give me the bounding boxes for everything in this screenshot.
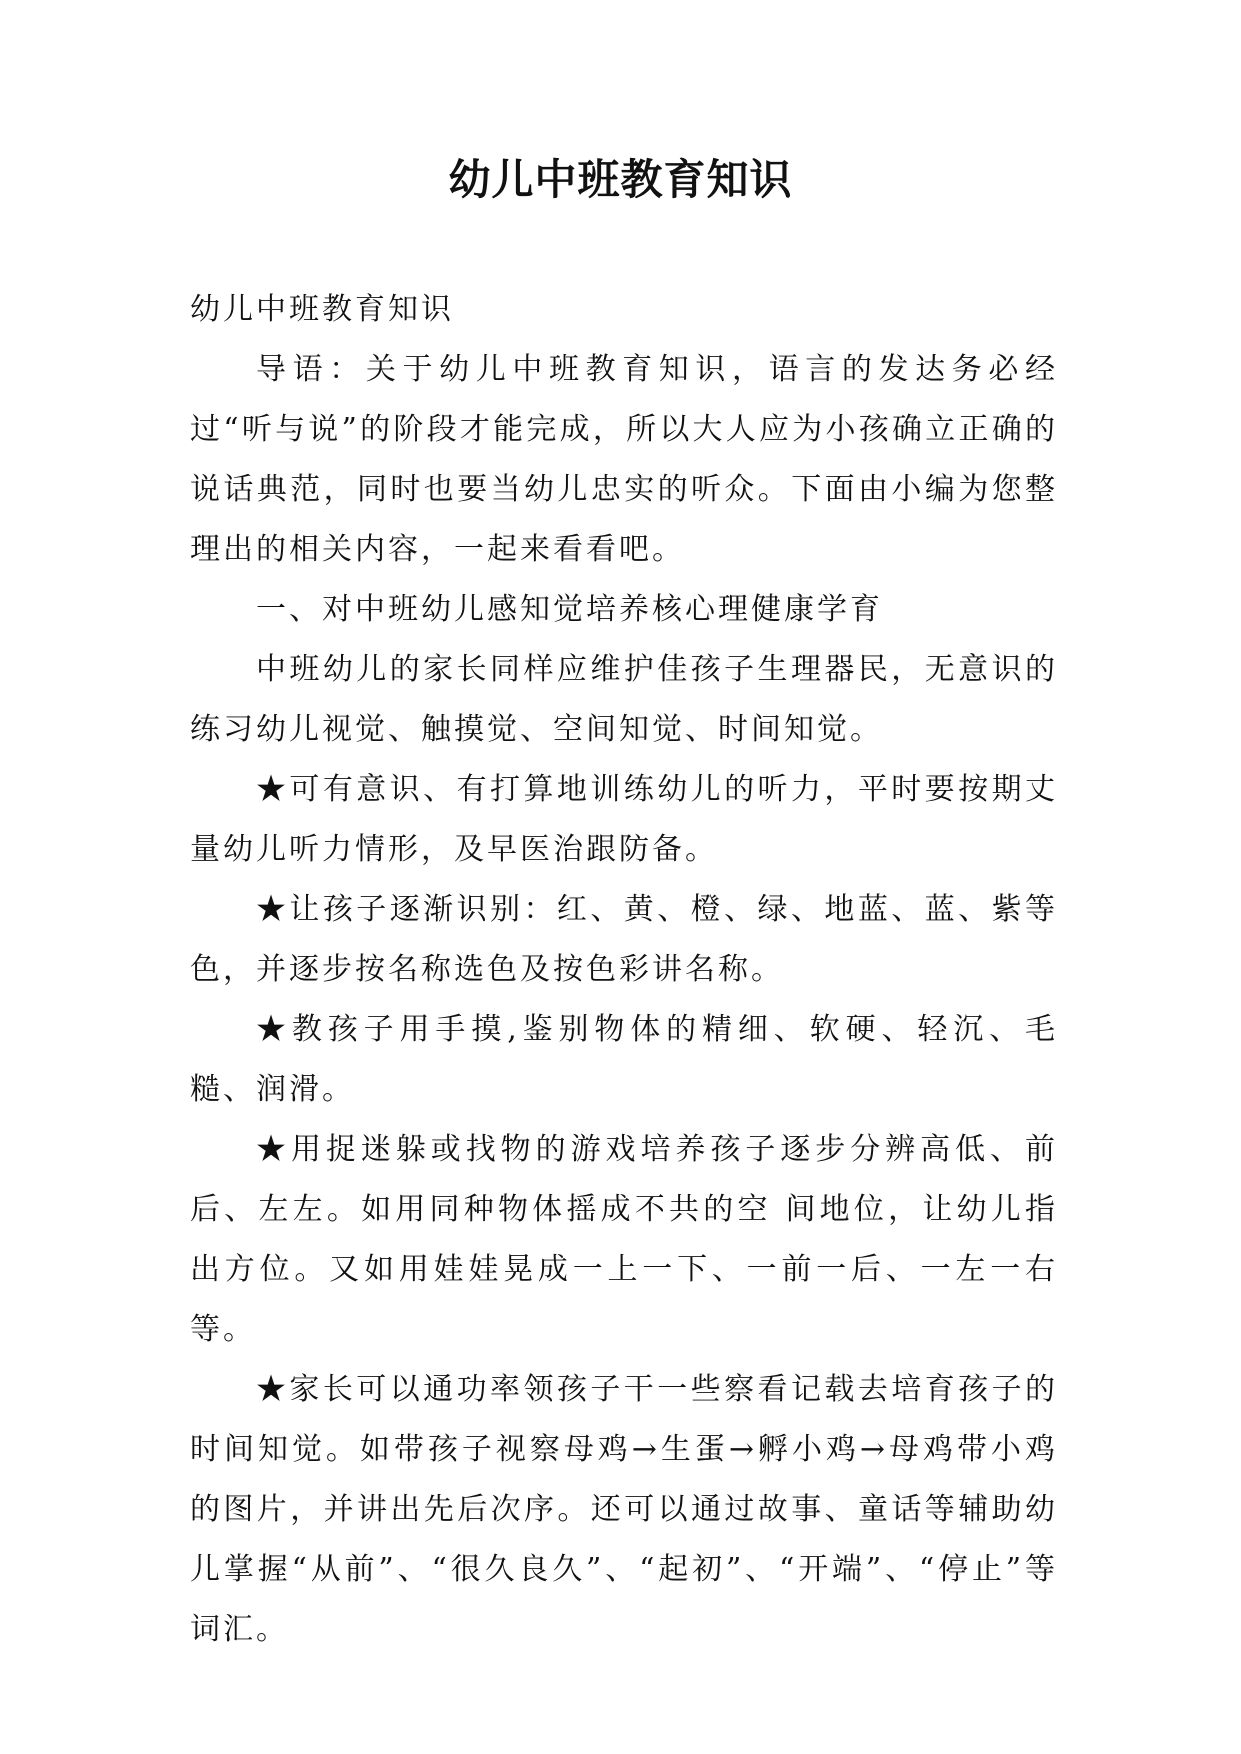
body-paragraph: 中班幼儿的家长同样应维护佳孩子生理器民，无意识的练习幼儿视觉、触摸觉、空间知觉、时间知觉。 xyxy=(190,652,1058,747)
bullet-paragraph: ★让孩子逐渐识别：红、黄、橙、绿、地蓝、蓝、紫等色，并逐步按名称选色及按色彩讲名称。 xyxy=(190,892,1058,987)
document-title: 幼儿中班教育知识 xyxy=(448,155,793,204)
bullet-paragraph: ★家长可以通功率领孩子干一些察看记载去培育孩子的时间知觉。如带孩子视察母鸡→生蛋→孵小鸡→母鸡带小鸡的图片，并讲出先后次序。还可以通过故事、童话等辅助幼儿掌握“从前”、“很久良久”、“起初”、“开端”、“停止”等词汇。 xyxy=(190,1372,1058,1647)
intro-paragraph: 导语：关于幼儿中班教育知识，语言的发达务必经过“听与说”的阶段才能完成，所以大人应为小孩确立正确的说话典范，同时也要当幼儿忠实的听众。下面由小编为您整理出的相关内容，一起来看看吧。 xyxy=(190,352,1058,567)
document-body xyxy=(190,280,1058,1660)
bullet-paragraph: ★用捉迷躲或找物的游戏培养孩子逐步分辨高低、前后、左左。如用同种物体摇成不共的空 间地位，让幼儿指出方位。又如用娃娃晃成一上一下、一前一后、一左一右等。 xyxy=(190,1132,1058,1347)
section-heading: 一、对中班幼儿感知觉培养核心理健康学育 xyxy=(256,592,883,627)
bullet-paragraph: ★可有意识、有打算地训练幼儿的听力，平时要按期丈量幼儿听力情形，及早医治跟防备。 xyxy=(190,772,1058,867)
body-heading: 幼儿中班教育知识 xyxy=(190,292,454,327)
bullet-paragraph: ★教孩子用手摸,鉴别物体的精细、软硬、轻沉、毛糙、润滑。 xyxy=(190,1012,1058,1107)
